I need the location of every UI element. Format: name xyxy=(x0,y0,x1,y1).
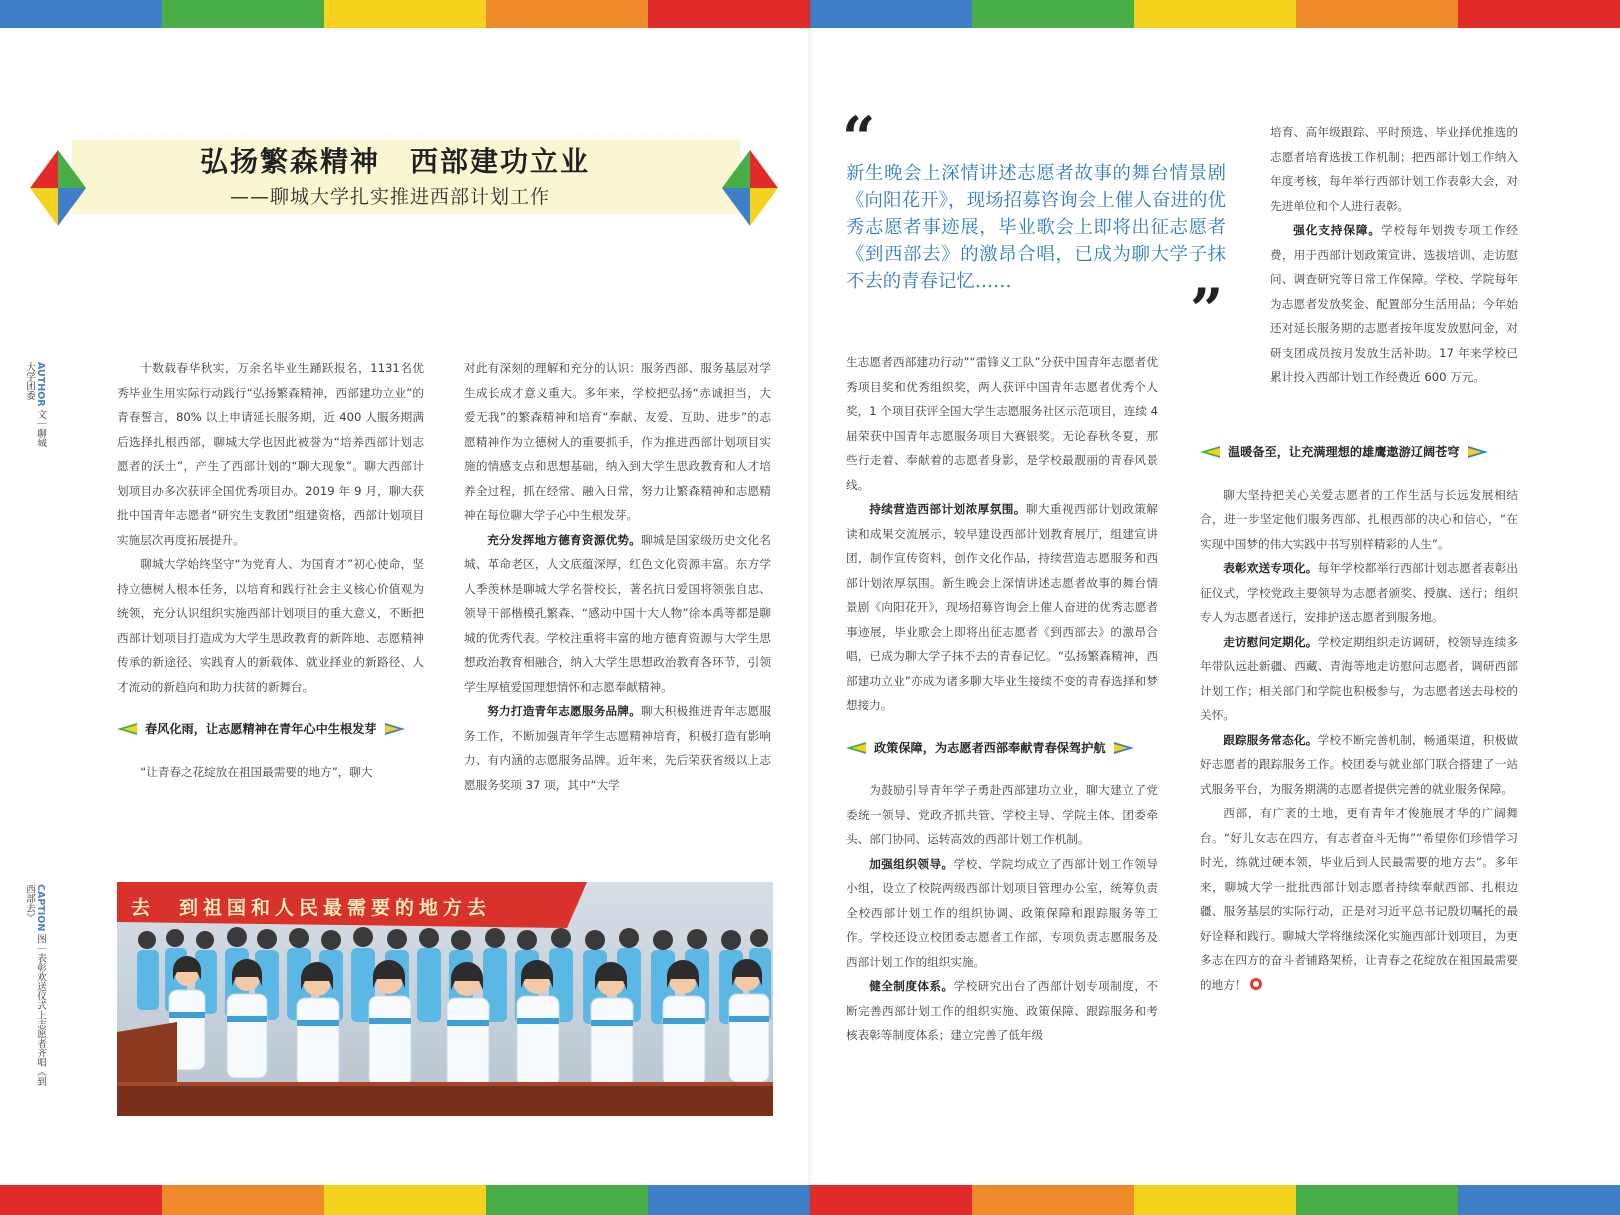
left-column-2 xyxy=(464,356,771,797)
article-end-icon xyxy=(1250,978,1262,990)
stripe-blue xyxy=(810,0,972,28)
kite-icon xyxy=(30,150,86,226)
caption-text: 图｜表彰欢送仪式上志愿者齐唱《到西部去》 xyxy=(24,884,46,1087)
stripe-orange xyxy=(1296,0,1458,28)
left-arrow-icon xyxy=(1200,446,1220,458)
paragraph-lead: 持续营造西部计划浓厚氛围。 xyxy=(869,502,1026,516)
paragraph xyxy=(846,497,1158,718)
paragraph xyxy=(464,528,771,700)
author-label xyxy=(24,362,46,452)
section-heading xyxy=(117,717,424,742)
paragraph-text: 学校定期组织走访调研，校领导连续多年带队远赴新疆、西藏、青海等地走访慰问志愿者，调研西部计划工作；相关部门和学院也积极参与，为志愿者送去母校的关怀。 xyxy=(1200,634,1518,722)
paragraph-text: 学校研究出台了西部计划专项制度，不断完善西部计划工作的组织实施、政策保障、跟踪服务和考核表彰等制度体系；建立完善了低年级 xyxy=(846,979,1158,1042)
section-heading-text: 温暖备至，让充满理想的雄鹰遨游辽阔苍穹 xyxy=(1228,445,1460,459)
paragraph-lead: 走访慰问定期化。 xyxy=(1223,634,1318,649)
stripe-green xyxy=(972,0,1134,28)
kite-icon xyxy=(722,150,778,226)
paragraph: 生志愿者西部建功行动”“雷锋义工队”分获中国青年志愿者优秀项目奖和优秀组织奖，两人获评中国青年志愿者优秀个人奖，1 个项目获评全国大学生志愿服务社区示范项目，连续 4 届荣获中国青年志愿服务项目大赛银奖。无论春秋冬夏，那些行走着、奉献着的志愿者身影，是学校最靓丽的青春风景线。 xyxy=(846,355,1158,492)
quote-close-mark: ” xyxy=(1190,276,1224,344)
paragraph-text: 聊大积极推进青年志愿服务工作，不断加强青年学生志愿精神培育，积极打造有影响力、有内涵的志愿服务品牌。近年来，先后荣获省级以上志愿服务奖项 37 项，其中“大学 xyxy=(464,704,771,792)
page-gutter xyxy=(808,0,814,1215)
stripe-blue xyxy=(1458,1185,1620,1215)
caption-tag: CAPTION xyxy=(35,884,46,932)
paragraph-lead: 加强组织领导。 xyxy=(869,856,954,871)
paragraph xyxy=(1200,630,1518,728)
stripe-orange xyxy=(162,1185,324,1215)
stripe-red xyxy=(1458,0,1620,28)
stripe-red xyxy=(648,0,810,28)
paragraph-lead: 表彰欢送专项化。 xyxy=(1223,561,1318,575)
stripe-yellow xyxy=(324,1185,486,1215)
stripe-orange xyxy=(486,0,648,28)
left-column-1 xyxy=(117,356,424,784)
stripe-green xyxy=(162,0,324,28)
paragraph xyxy=(1270,218,1518,390)
article-subtitle: ——聊城大学扎实推进西部计划工作 xyxy=(230,186,551,208)
paragraph-text: 聊城是国家级历史文化名城、革命老区，人文底蕴深厚，红色文化资源丰富。东方学人季羡林是聊城大学名誉校长，著名抗日爱国将领张自忠、领导干部楷模孔繁森、“感动中国十大人物”徐本禹等都是聊城的优秀代表。学校注重将丰富的地方德育资源与大学生思想政治教育相融合，纳入大学生思想政治教育各环节，引领学生厚植爱国理想情怀和志愿奉献精神。 xyxy=(464,532,771,694)
stripe-blue xyxy=(648,1185,810,1215)
right-column-1 xyxy=(846,350,1158,1048)
right-column-2-lower xyxy=(1200,440,1518,997)
stripe-red xyxy=(0,1185,162,1215)
paragraph: 培育、高年级跟踪、平时预选、毕业择优推选的志愿者培育选拔工作机制；把西部计划工作纳入年度考核，每年举行西部计划工作表彰大会，对先进单位和个人进行表彰。 xyxy=(1270,125,1518,213)
right-column-2 xyxy=(1270,120,1518,390)
stripe-orange xyxy=(972,1185,1134,1215)
right-arrow-icon xyxy=(1114,742,1134,754)
author-text: 文｜聊城大学团委 xyxy=(24,362,46,448)
paragraph xyxy=(1200,556,1518,630)
quote-open-mark: “ xyxy=(842,104,876,172)
paragraph xyxy=(846,852,1158,975)
paragraph: 聊大坚持把关心关爱志愿者的工作生活与长远发展相结合，进一步坚定他们服务西部、扎根西部的决心和信心，“在实现中国梦的伟大实践中书写别样精彩的人生”。 xyxy=(1200,487,1518,551)
paragraph-text: 每年学校都举行西部计划志愿者表彰出征仪式，学校党政主要领导为志愿者颁奖、授旗、送行；组织专人为志愿者送行，安排护送志愿者到服务地。 xyxy=(1200,561,1518,624)
right-arrow-icon xyxy=(1468,446,1488,458)
paragraph-lead: 充分发挥地方德育资源优势。 xyxy=(487,532,642,547)
paragraph-lead: 健全制度体系。 xyxy=(869,979,954,993)
stripe-blue xyxy=(0,0,162,28)
stripe-green xyxy=(1296,1185,1458,1215)
paragraph xyxy=(846,974,1158,1048)
stripe-red xyxy=(810,1185,972,1215)
paragraph-lead: 强化支持保障。 xyxy=(1293,223,1381,237)
paragraph: 为鼓励引导青年学子勇赴西部建功立业，聊大建立了党委统一领导、党政齐抓共管、学校主导、学院主体、团委牵头、部门协同、运转高效的西部计划工作机制。 xyxy=(846,783,1158,846)
paragraph-lead: 跟踪服务常态化。 xyxy=(1223,732,1318,747)
paragraph: 聊城大学始终坚守“为党育人、为国育才”初心使命，坚持立德树人根本任务，以培育和践行社会主义核心价值观为统领，充分认识组织实施西部计划项目的重大意义，不断把西部计划项目打造成为大学生思政教育的新阵地、志愿精神传承的新途径、实践育人的新载体、就业择业的新路径、人才流动的新趋向和助力扶贫的新舞台。 xyxy=(117,557,424,694)
author-tag: AUTHOR xyxy=(35,362,46,407)
paragraph-lead: 努力打造青年志愿服务品牌。 xyxy=(487,704,642,718)
stripe-yellow xyxy=(1134,1185,1296,1215)
section-heading xyxy=(1200,440,1518,465)
left-arrow-icon xyxy=(117,723,137,735)
article-title: 弘扬繁森精神 西部建功立业 xyxy=(200,145,591,178)
caption-label xyxy=(24,884,46,1094)
paragraph xyxy=(1200,728,1518,802)
paragraph-text: 学校每年划拨专项工作经费，用于西部计划政策宣讲、选拔培训、走访慰问、调查研究等日常工作保障。学校、学院每年为志愿者发放奖金、配置部分生活用品；今年始还对延长服务期的志愿者按年度发放慰问金，对研支团成员按月发放生活补助。17 年来学校已累计投入西部计划工作经费近 600 万元。 xyxy=(1270,223,1518,384)
paragraph-text: 学校、学院均成立了西部计划工作领导小组，设立了校院两级西部计划项目管理办公室，统筹负责全校西部计划工作的组织协调、政策保障和跟踪服务等工作。学校还设立校团委志愿者工作部，专项负责志愿服务及西部计划工作的组织实施。 xyxy=(846,856,1158,969)
pull-quote: 新生晚会上深情讲述志愿者故事的舞台情景剧《向阳花开》，现场招募咨询会上催人奋进的优秀志愿者事迹展，毕业歌会上即将出征志愿者《到西部去》的激昂合唱，已成为聊大学子抹不去的青春记忆…… xyxy=(846,163,1226,292)
stripe-green xyxy=(486,1185,648,1215)
section-heading xyxy=(846,736,1158,761)
section-heading-text: 春风化雨，让志愿精神在青年心中生根发芽 xyxy=(145,722,377,736)
paragraph-text: 西部，有广袤的土地，更有青年才俊施展才华的广阔舞台。“好儿女志在四方，有志者奋斗无悔”“希望你们珍惜学习时光，练就过硬本领，毕业后到人民最需要的地方去”。多年来，聊城大学一批批西部计划志愿者持续奉献西部、扎根边疆、服务基层的实际行动，正是对习近平总书记殷切嘱托的最好诠释和践行。聊城大学将继续深化实施西部计划项目，为更多志在四方的奋斗者铺路架桥，让青春之花绽放在祖国最需要的地方！ xyxy=(1200,806,1518,992)
left-arrow-icon xyxy=(846,742,866,754)
paragraph xyxy=(464,699,771,797)
stripe-yellow xyxy=(1134,0,1296,28)
paragraph: 十数载春华秋实，万余名毕业生踊跃报名，1131名优秀毕业生用实际行动践行“弘扬繁森精神，西部建功立业”的青春誓言，80% 以上申请延长服务期，近 400 人服务期满后选择扎根西部，聊城大学也因此被誉为“培养西部计划志愿者的沃土”，产生了西部计划的“聊大现象”。聊大西部计划项目办多次获评全国优秀项目办。2019 年 9 月，聊大获批中国青年志愿者“研究生支教团”组建资格，西部计划项目实施层次再度拓展提升。 xyxy=(117,361,424,547)
paragraph: 对此有深刻的理解和充分的认识：服务西部、服务基层对学生成长成才意义重大。多年来，学校把弘扬“赤诚担当，大爱无我”的繁森精神和培育“奉献、友爱、互助、进步”的志愿精神作为立德树人的重要抓手，作为推进西部计划项目实施的情感支点和思想基础，纳入到大学生思政教育和人才培养全过程，抓在经常、融入日常，努力让繁森精神和志愿精神在每位聊大学子心中生根发芽。 xyxy=(464,361,771,522)
banner-text: 去 到祖国和人民最需要的地方去 xyxy=(131,897,492,919)
section-heading-text: 政策保障，为志愿者西部奉献青春保驾护航 xyxy=(874,740,1106,755)
paragraph-text: 聊大重视西部计划政策解读和成果交流展示，较早建设西部计划教育展厅，组建宣讲团，制作宣传资料，创作文化作品，持续营造志愿服务和西部计划浓厚氛围。新生晚会上深情讲述志愿者故事的舞台情景剧《向阳花开》，现场招募咨询会上催人奋进的优秀志愿者事迹展，毕业歌会上即将出征志愿者《到西部去》的激昂合唱，已成为聊大学子抹不去的青春记忆。“弘扬繁森精神，西部建功立业”亦成为诸多聊大毕业生接续不变的青春选择和梦想接力。 xyxy=(846,502,1158,712)
ceremony-illustration xyxy=(117,882,773,1116)
right-arrow-icon xyxy=(385,723,405,735)
stripe-yellow xyxy=(324,0,486,28)
volunteer-ceremony-photo xyxy=(117,882,773,1116)
paragraph: “让青春之花绽放在祖国最需要的地方”，聊大 xyxy=(140,764,373,779)
paragraph xyxy=(1200,801,1518,997)
paragraph-text: 学校不断完善机制，畅通渠道，积极做好志愿者的跟踪服务工作。校团委与就业部门联合搭建了一站式服务平台，为服务期满的志愿者提供完善的就业服务保障。 xyxy=(1200,732,1518,796)
